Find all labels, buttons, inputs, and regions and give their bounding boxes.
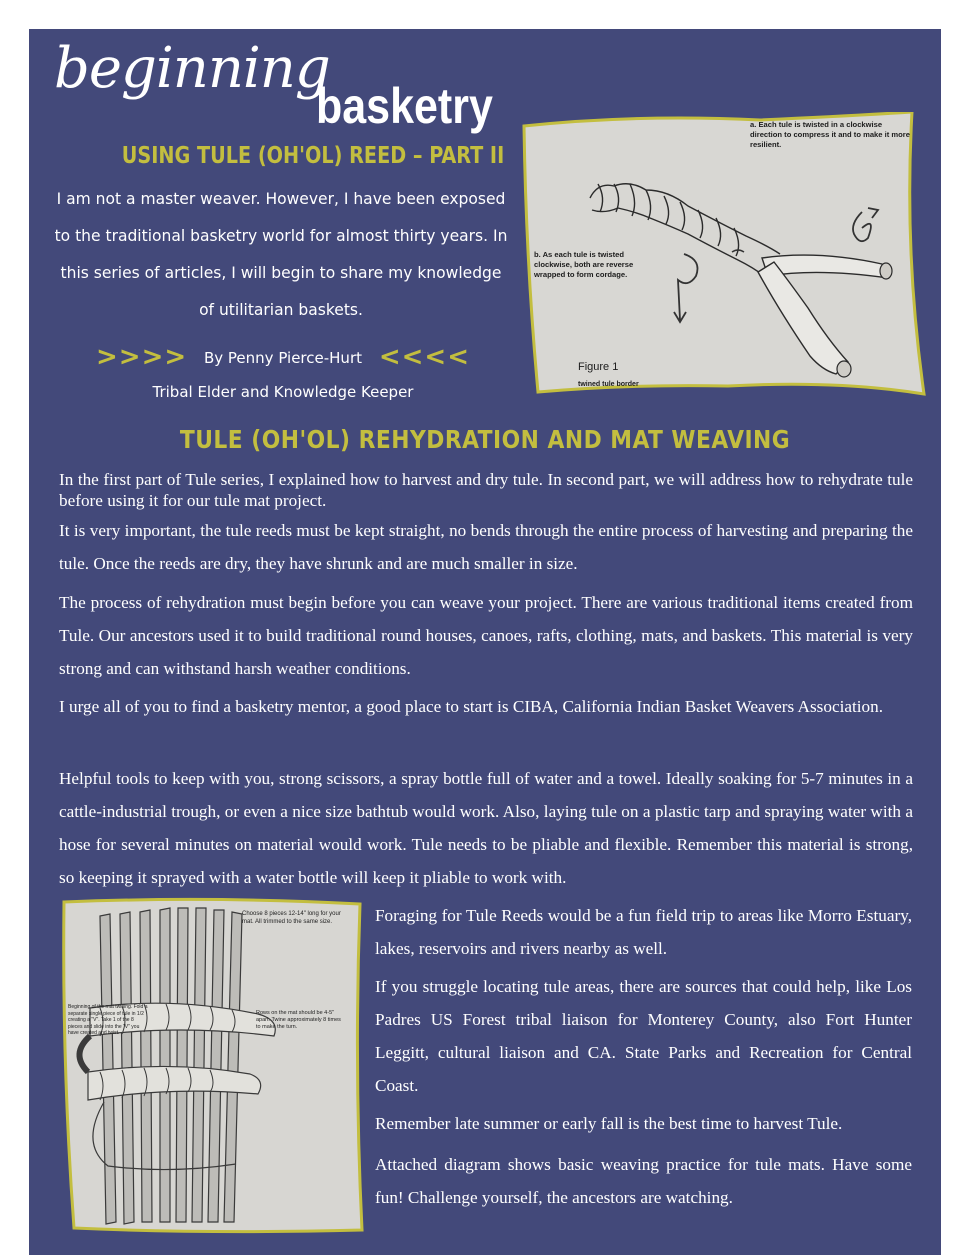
byline-role: Tribal Elder and Knowledge Keeper [152, 383, 414, 401]
byline-arrows-right: <<<< [378, 342, 470, 372]
figure1-caption: Figure 1 [578, 361, 619, 373]
figure2-note-left: Beginning of the mat twining. Fold a separate single piece of tule in 1/2 creating a "V". Take 1 of the 8 pieces and slide into the "V" you have created and twist. [68, 1004, 148, 1036]
figure-tule-mat-weaving [60, 896, 366, 1236]
figure1-note-a: a. Each tule is twisted in a clockwise direction to compress it and to make it more resilient. [750, 120, 910, 149]
body-paragraph-3: The process of rehydration must begin before you can weave your project. There are various traditional items created from Tule. Our ancestors used it to build traditional round houses, canoes, rafts, clothing, mats, and baskets. This material is very strong and can withstand harsh weather conditions. [59, 593, 913, 678]
masthead-title-beginning: beginning [54, 36, 330, 101]
body-paragraph-1: In the first part of Tule series, I explained how to harvest and dry tule. In second part, we will address how to rehydrate tule before using it for our tule mat project. [59, 470, 913, 510]
figure1-subcaption: twined tule border [578, 381, 639, 388]
figure-twined-tule-border [518, 112, 926, 397]
section-heading: TULE (OH'OL) REHYDRATION AND MAT WEAVING [179, 425, 791, 454]
figure1-note-b: b. As each tule is twisted clockwise, both are reverse wrapped to form cordage. [534, 250, 634, 279]
body-paragraph-5: Helpful tools to keep with you, strong scissors, a spray bottle full of water and a towel. Ideally soaking for 5-7 minutes in a cattle-industrial trough, or even a nice size bathtub would work. Also, laying tule on a plastic tarp and spraying water with a hose for several minutes on material would work. Tule needs to be pliable and flexible. Remember this material is strong, so keeping it sprayed with a water bottle will keep it pliable to work with. [59, 769, 913, 887]
right-paragraph-1: Foraging for Tule Reeds would be a fun field trip to areas like Morro Estuary, lakes, reservoirs and rivers nearby as well. [375, 906, 912, 958]
right-paragraph-3: Remember late summer or early fall is the best time to harvest Tule. [375, 1114, 843, 1133]
byline-author: By Penny Pierce-Hurt [203, 349, 362, 367]
byline-arrows-left: >>>> [96, 342, 188, 372]
article-subtitle: USING TULE (OH'OL) REED – PART II [121, 143, 505, 169]
intro-paragraph: I am not a master weaver. However, I have been exposed to the traditional basketry world for almost thirty years. In this series of articles, I will begin to share my knowledge of utilitarian baskets. [54, 189, 508, 319]
figure2-note-right: Rows on the mat should be 4-5" apart. Twine approximately 8 times to make the turn. [256, 1010, 341, 1030]
right-paragraph-2: If you struggle locating tule areas, there are sources that could help, like Los Padres US Forest tribal liaison for Monterey County, also Fort Hunter Leggitt, cultural liaison and CA. State Parks and Recreation for Central Coast. [375, 977, 912, 1095]
body-paragraph-2: It is very important, the tule reeds must be kept straight, no bends through the entire process of harvesting and preparing the tule. Once the reeds are dry, they have shrunk and are much smaller in size. [59, 521, 913, 573]
right-paragraph-4: Attached diagram shows basic weaving practice for tule mats. Have some fun! Challenge yourself, the ancestors are watching. [375, 1155, 912, 1207]
figure2-note-top: Choose 8 pieces 12-14" long for your mat. All trimmed to the same size. [242, 911, 341, 925]
masthead-title-basketry: basketry [316, 78, 493, 134]
byline [96, 342, 470, 374]
body-paragraph-4: I urge all of you to find a basketry mentor, a good place to start is CIBA, California Indian Basket Weavers Association. [59, 697, 884, 716]
